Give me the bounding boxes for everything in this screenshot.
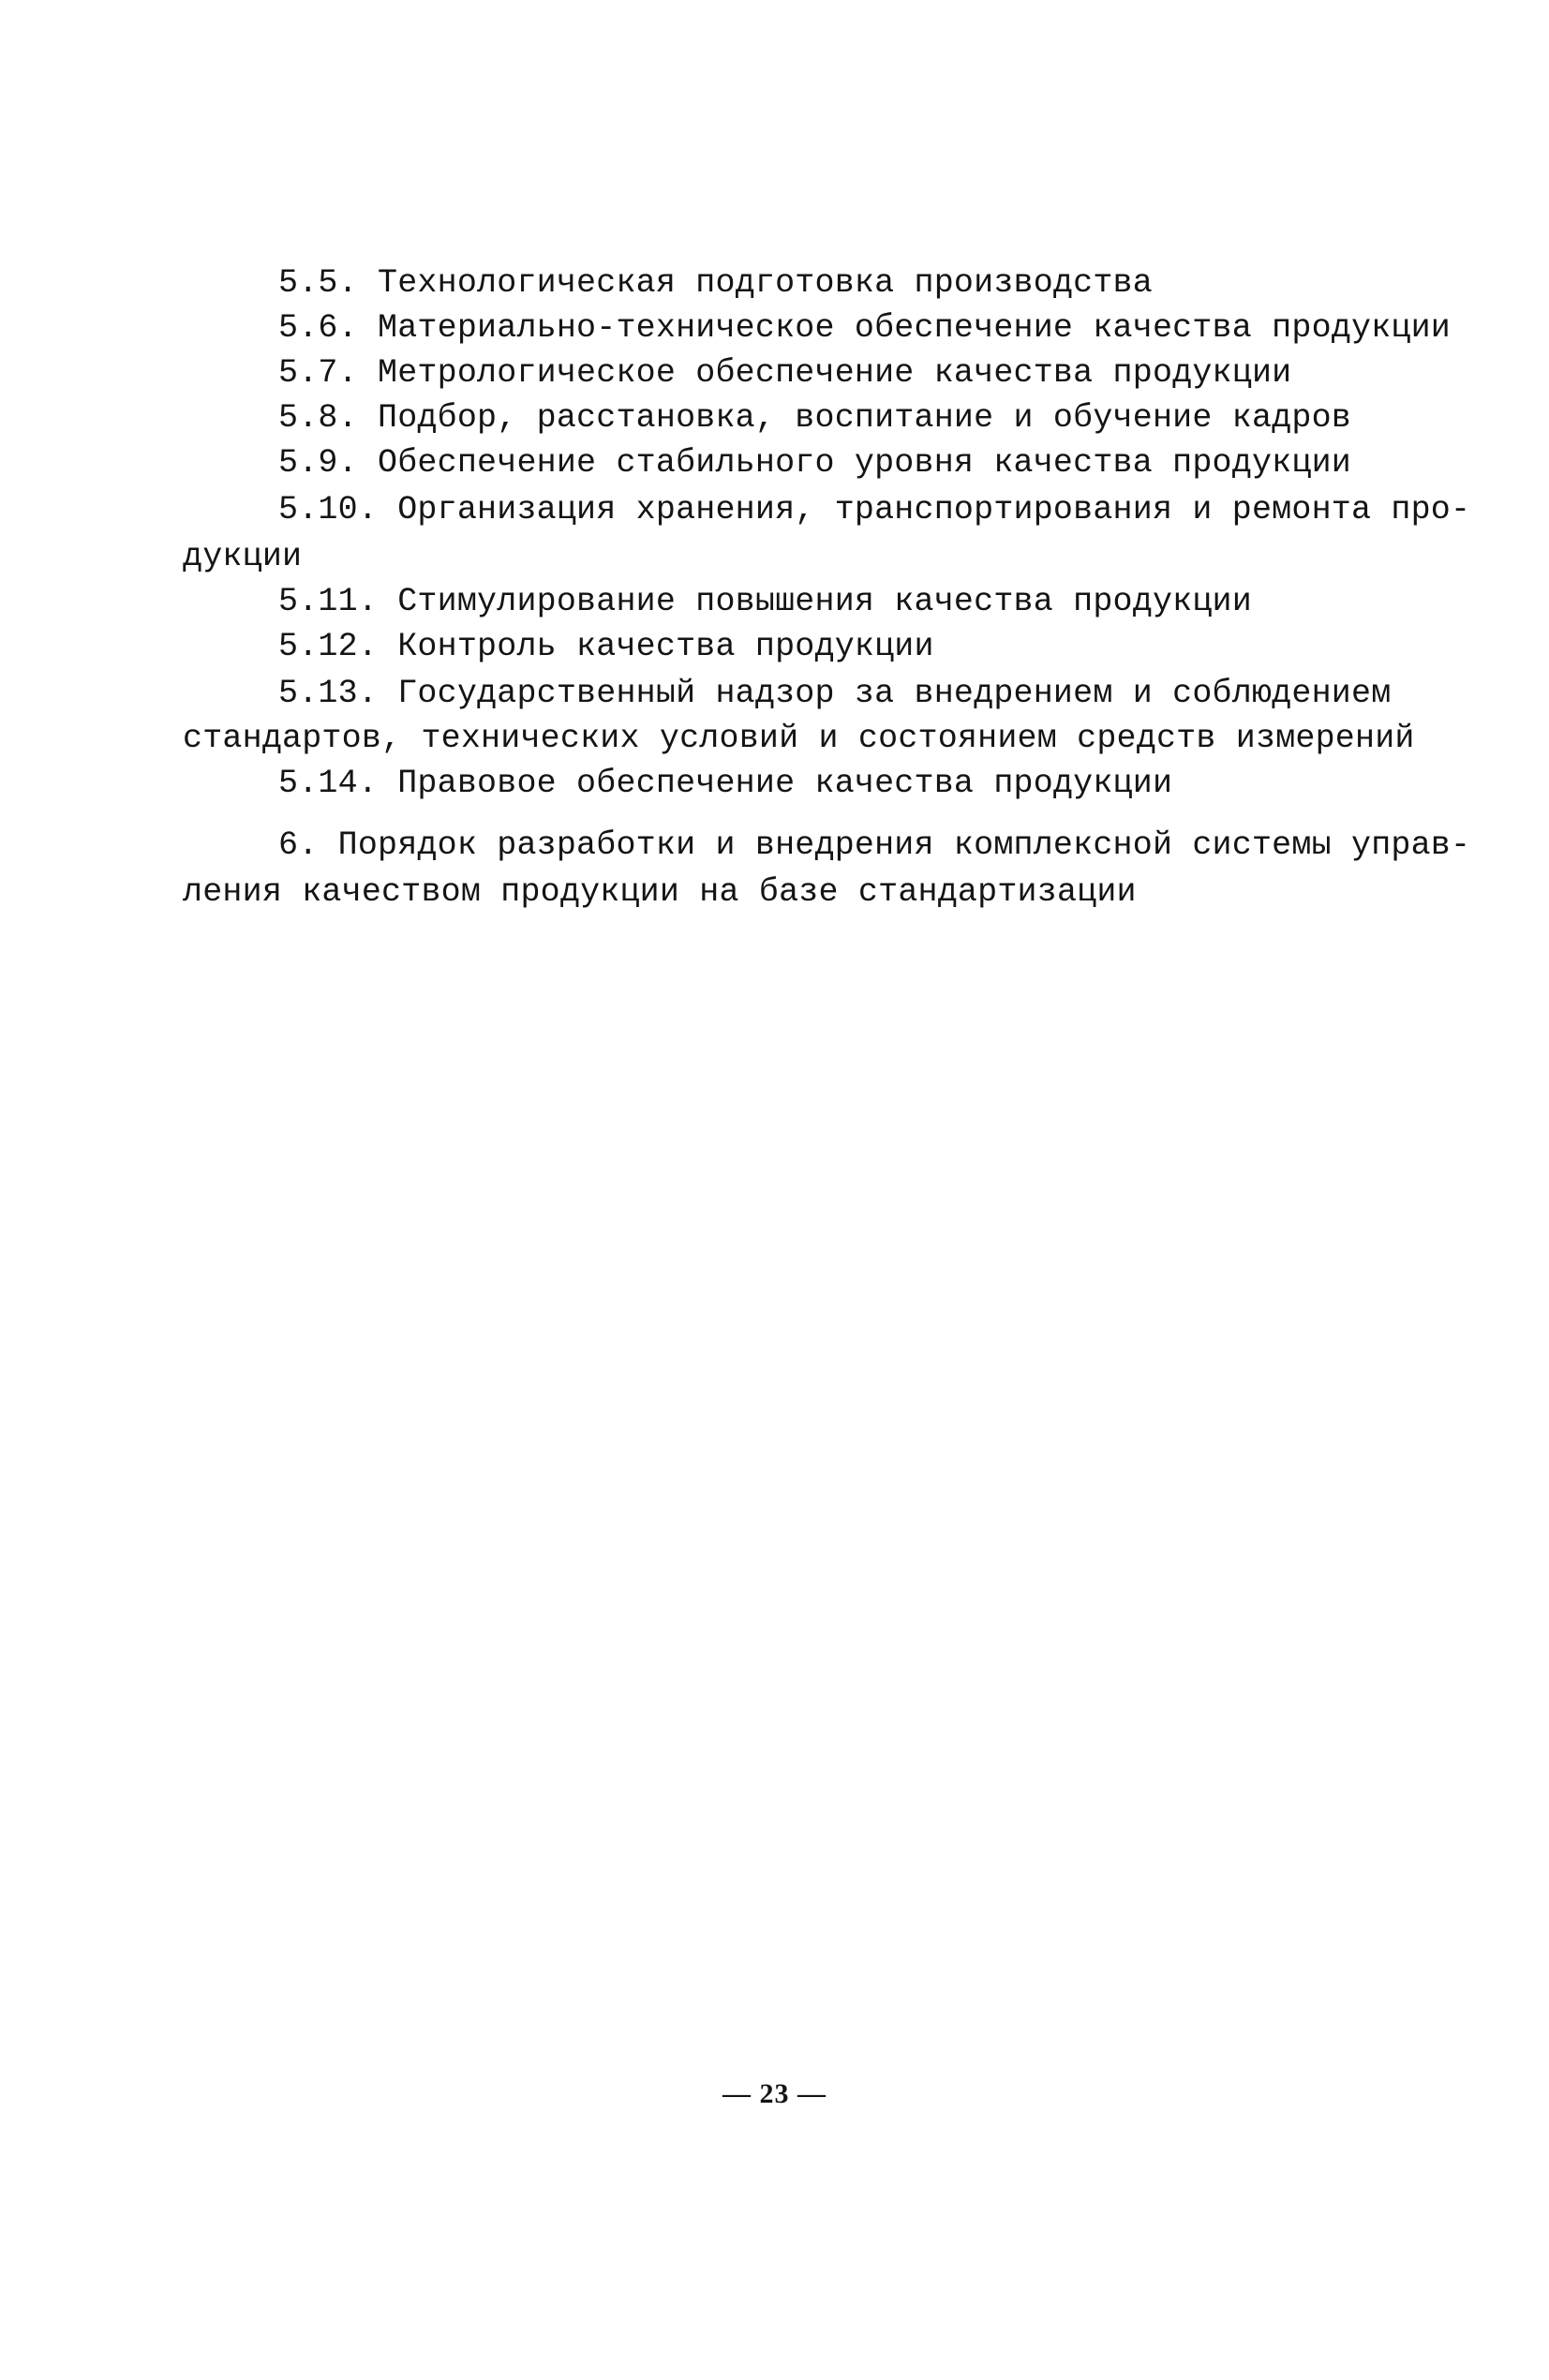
toc-item-5-13: 5.13. Государственный надзор за внедрением и соблюдением [278, 675, 1392, 712]
toc-item-5-12: 5.12. Контроль качества продукции [278, 628, 934, 665]
toc-item-5-6: 5.6. Материально-техническое обеспечение качества продукции [278, 309, 1452, 347]
page-number: — 23 — [722, 2078, 827, 2109]
toc-item-5-9: 5.9. Обеспечение стабильного уровня качества продукции [278, 444, 1351, 482]
toc-item-5-11: 5.11. Стимулирование повышения качества продукции [278, 583, 1252, 620]
toc-item-5-13-continuation: стандартов, технических условий и состоянием средств измерений [183, 720, 1415, 757]
toc-item-5-10-continuation: дукции [183, 538, 303, 575]
toc-item-5-8: 5.8. Подбор, расстановка, воспитание и обучение кадров [278, 399, 1351, 437]
toc-item-5-14: 5.14. Правовое обеспечение качества продукции [278, 765, 1173, 802]
toc-item-5-5: 5.5. Технологическая подготовка производства [278, 264, 1153, 302]
toc-item-5-10: 5.10. Организация хранения, транспортирования и ремонта про- [278, 491, 1471, 528]
toc-item-6-continuation: ления качеством продукции на базе стандартизации [183, 873, 1137, 911]
toc-item-5-7: 5.7. Метрологическое обеспечение качества продукции [278, 354, 1292, 392]
toc-item-6: 6. Порядок разработки и внедрения комплексной системы управ- [278, 826, 1471, 864]
